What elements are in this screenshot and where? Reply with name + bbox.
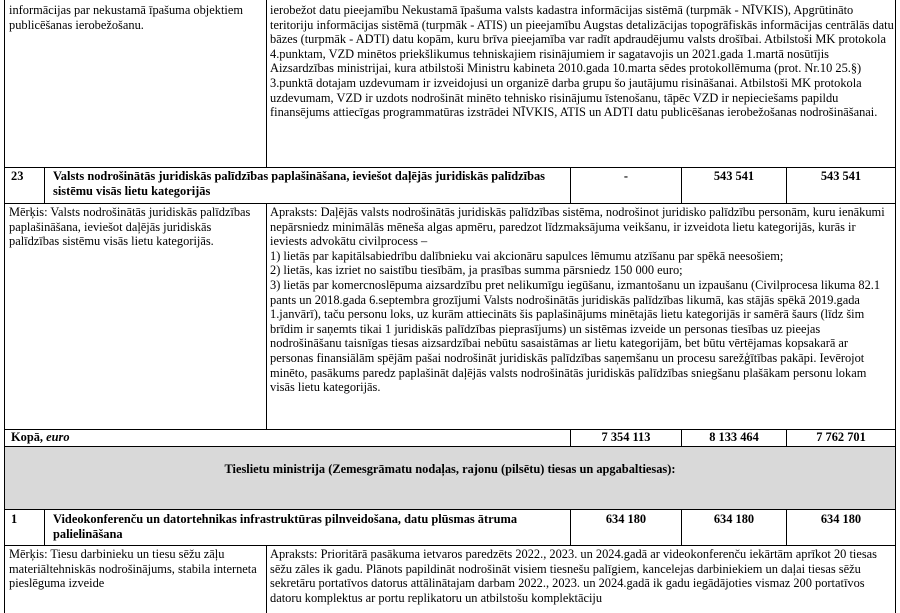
item-1-description-text: Prioritārā pasākuma ietvaros paredzēts 2022., 2023. un 2024.gadā ar videokonferenču iekārtām aprīkot 20 tiesas sēžu zāles ik gadu. Plānots papildināt nodrošināt visiem tiesnešu palīgiem, kancelejas darbiniekiem un daļai tiesas sēžu sekretāru portatīvos datorus attālinātajam darbam 2022., 2023. un 2024.gadā ik gadu iegādājoties vismaz 200 portatīvos datoru komplektus ar portu replikatoru un atbilstošu komplektāciju [270,547,877,605]
item-23-description-point-2: 2) lietās, kas izriet no saistību tiesībām, ja prasības summa pārsniedz 150 000 euro; [270,263,683,278]
item-23-description-point-1: 1) lietās par kapitālsabiedrību dalībnieku vai akcionāru sapulces lēmumu atzīšanu par spēkā neesošiem; [270,248,784,263]
top-goal-text: informācijas par nekustamā īpašuma objektiem publicēšanas ierobežošanu. [9,3,243,32]
total-label-cell [11,430,561,446]
item-1-number: 1 [11,512,18,526]
item-23-number: 23 [11,169,24,183]
item-23-description-point-3: 3) lietās par komercnoslēpuma aizsardzību pret nelikumīgu iegūšanu, izmantošanu un izpaušanu (Civilprocesa likuma 82.1 pants un 2018.gada 6.septembra grozījumi Valsts nodrošinātās juridiskās palīdzības likumā, kas stājās spēkā 2019.gada 1.janvārī), taču personu loks, uz kurām attiecināts šis paplašinājums minētajās lietu kategorijās ir samērā šaurs (līdz šim brīdim ir saņemts tikai 1 juridiskās palīdzības pieprasījums) un sistēmas izveide un personas tiesības uz pieejas nodrošināšanu taisnīgas tiesas aizsardzībai nebūtu sasaistāmas ar lietu kategorijām, bet būtu vērtējamas kopsakarā ar personas finansiālām spējām pašai nodrošināt juridiskās palīdzības saņemšanu un procesu sarežģītības pakāpi. Ievērojot minēto, pasākums paredz paplašināt daļējās valsts nodrošinātās juridiskās palīdzības sniegšanu plašākam personu lokam visās lietu kategorijās. [270,277,881,395]
goal-label: Mērķis: [9,205,48,219]
top-description-text: ierobežot datu pieejamību Nekustamā īpašuma valsts kadastra informācijas sistēmā (turpmāk - NĪVKIS), Apgrūtināto teritoriju informācijas sistēmā (turpmāk - ATIS) un pieejamību Augstas detalizācijas topogrāfiskās informācijas centrālās datu bāzes (turpmāk - ADTI) datu kopām, kuru brīva pieejamība var radīt apdraudējumu valsts drošībai. Atbilstoši MK protokola 4.punktam, VZD minētos priekšlikumus tehniskajiem risinājumiem ir sagatavojis un 2021.gada 1.martā nosūtījis Aizsardzības ministrijai, kura atbilstoši Ministru kabineta 2010.gada 10.marta sēdes protokollēmuma (prot. Nr.10 25.§) 3.punktā dotajam uzdevumam ir izveidojusi un organizē darba grupu šo jautājumu risināšanai. Atbilstoši MK protokola uzdevumam, VZD ir uzdots nodrošināt minēto tehnisko risinājumu īstenošanu, tāpēc VZD ir nepieciešams papildu finansējums attiecīgas programmatūras izstrādei NĪVKIS, ATIS un ADTI datu publicēšanas ierobežošanas nodrošināšanai. [270,3,894,120]
item-23-description-cell [270,205,894,427]
total-value-2022: 7 354 113 [601,430,651,444]
section-heading: Tieslietu ministrija (Zemesgrāmatu nodaļas, rajonu (pilsētu) tiesas un apgabaltiesas): [224,462,676,476]
total-value-2023: 8 133 464 [709,430,759,444]
total-label: Kopā, [11,430,44,444]
item-1-title: Videokonferenču un datortehnikas infrastruktūras pilnveidošana, datu plūsmas ātruma palielināšana [53,512,518,541]
description-label: Apraksts: [270,547,318,561]
goal-label: Mērķis: [9,547,48,561]
item-1-value-2023: 634 180 [713,512,755,526]
item-23-goal-cell [9,205,263,427]
total-value-2024: 7 762 701 [816,430,866,444]
description-label: Apraksts: [270,205,318,219]
item-23-value-2023: 543 541 [713,169,755,183]
item-23-description-intro: Daļējās valsts nodrošinātās juridiskās palīdzības sistēma, nodrošinot juridisko palīdzību personām, kuru ienākumi nepārsniedz minimālās mēneša algas apmēru, paredzot līdzmaksājuma veikšanu, ir izveidota lietu kategorijās, kurās ir ieviests advokātu civilprocess – [270,205,885,249]
top-goal-cell [9,3,263,167]
total-unit: euro [46,430,70,444]
item-23-value-2022: - [623,169,629,183]
item-1-description-cell [270,547,894,613]
item-1-goal-text: Tiesu darbinieku un tiesu sēžu zāļu materiāltehniskās nodrošinājums, stabila interneta pieslēguma izveide [9,547,257,591]
item-1-value-2024: 634 180 [820,512,862,526]
item-1-goal-cell [9,547,263,613]
item-23-title: Valsts nodrošinātās juridiskās palīdzības paplašināšana, ieviešot daļējās juridiskās palīdzības sistēmu visās lietu kategorijās [53,169,545,198]
item-1-value-2022: 634 180 [605,512,647,526]
item-23-goal-text: Valsts nodrošinātās juridiskās palīdzības paplašināšana, ieviešot daļējās juridiskās palīdzības sistēmu visās lietu kategorijās. [9,205,251,249]
item-23-value-2024: 543 541 [820,169,862,183]
top-description-cell [270,3,894,167]
